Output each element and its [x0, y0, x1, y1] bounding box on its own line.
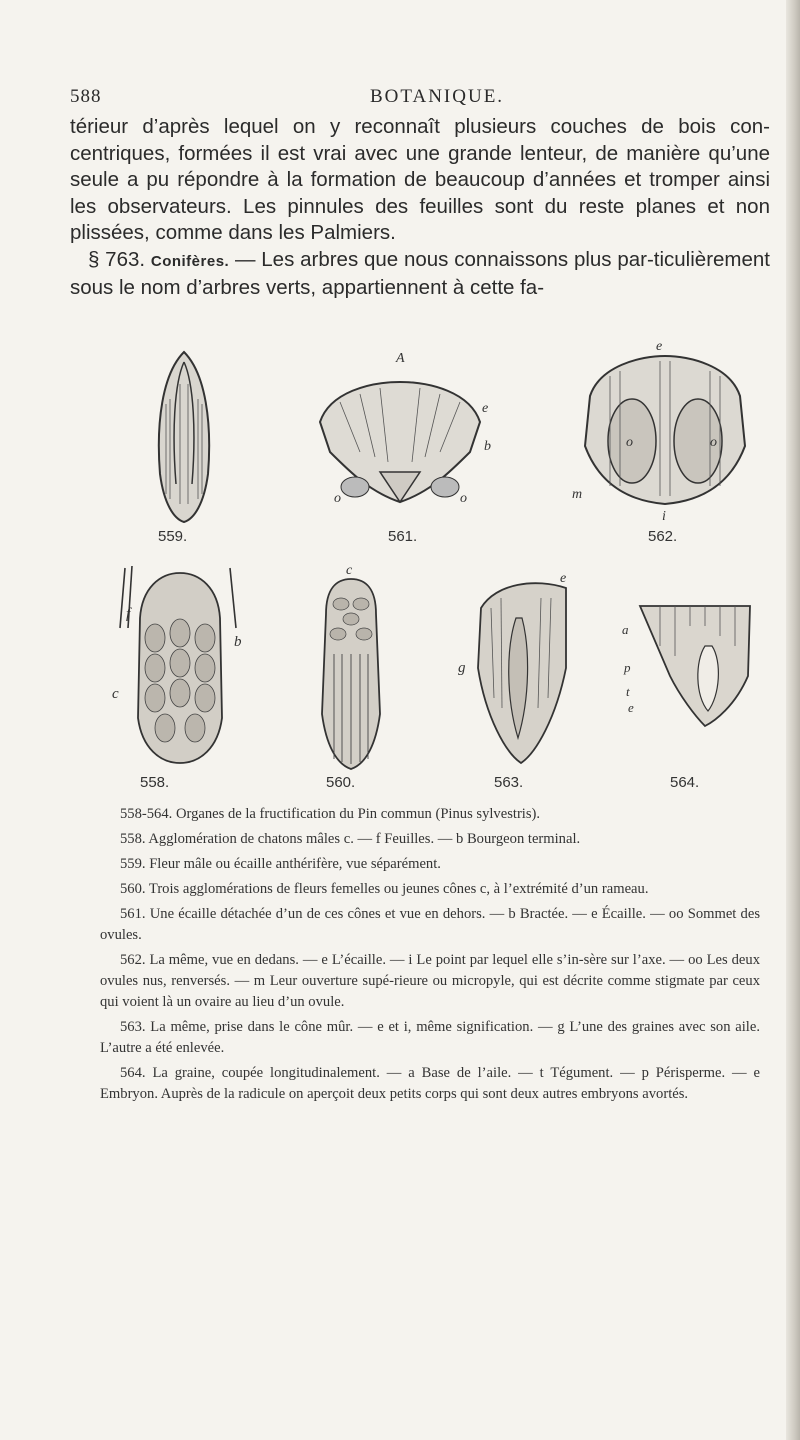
figure-564-letter-e: e	[628, 700, 634, 715]
figure-plate	[100, 332, 760, 792]
figure-560-letter-c: c	[346, 564, 353, 578]
section-mark: § 763.	[88, 247, 146, 271]
caption-563: 563. La même, prise dans le cône mûr. — e et i, même signification. — g L’une des graines avec son aile. L’autre a été enlevée.	[100, 1019, 760, 1056]
figure-562-letter-o-right: o	[710, 435, 717, 450]
figure-563-letter-g: g	[458, 660, 466, 676]
figure-558-letter-f: f	[126, 606, 131, 622]
figure-560-label: 560.	[326, 774, 356, 791]
figure-564-letter-a: a	[622, 622, 629, 637]
figure-561-letter-A: A	[396, 351, 405, 366]
caption-heading: 558-564. Organes de la fructification du Pin commun (Pinus sylvestris).	[120, 806, 541, 822]
figure-564-letter-p: p	[624, 660, 631, 675]
paragraph-1: térieur d’après lequel on y reconnaît plusieurs couches de bois con-centriques, formées il est vrai avec une grande lenteur, de manière qu’une seule a pu répondre à la formation de beaucoup d’années et tromper ainsi les observateurs. Les pinnules des feuilles sont du reste planes et non plissées, comme dans les Palmiers.	[70, 115, 770, 244]
figure-560-drawing	[296, 564, 406, 774]
caption-559: 559. Fleur mâle ou écaille anthérifère, vue séparément.	[120, 856, 441, 872]
figure-561-drawing	[300, 342, 500, 522]
section-title: Conifères.	[150, 252, 230, 270]
figure-563-drawing	[456, 568, 586, 768]
figure-562-label: 562.	[648, 528, 678, 545]
figure-564-label: 564.	[670, 774, 700, 791]
figure-561-letter-o-left: o	[334, 491, 341, 506]
paragraph-2-text: — Les arbres que nous connaissons plus par-ticulièrement sous le nom d’arbres verts, appartiennent à cette fa-	[70, 247, 770, 299]
caption-562: 562. La même, vue en dedans. — e L’écaille. — i Le point par lequel elle s’in-sère sur l’axe. — oo Les deux ovules nus, renversés. — m Leur ouverture supé-rieure ou micropyle, qui est décrite comme stigmate par ceux qui voient là un ovaire au lieu d’un ovule.	[100, 952, 760, 1010]
figure-562-letter-e: e	[656, 339, 663, 354]
figure-559-label: 559.	[158, 528, 188, 545]
caption-560: 560. Trois agglomérations de fleurs femelles ou jeunes cônes c, à l’extrémité d’un rameau.	[120, 881, 649, 897]
figure-562-letter-i: i	[662, 509, 666, 524]
body-text	[70, 114, 770, 302]
figure-564-drawing	[620, 586, 760, 746]
figure-558-letter-b: b	[234, 634, 242, 650]
figure-561-label: 561.	[388, 528, 418, 545]
figure-558-drawing	[110, 558, 250, 768]
figure-562-letter-m: m	[572, 487, 583, 502]
figure-561-letter-e: e	[482, 401, 489, 416]
caption-564: 564. La graine, coupée longitudinalement. — a Base de l’aile. — t Tégument. — p Périsperme. — e Embryon. Auprès de la radicule on aperçoit deux petits corps qui sont deux autres embryons avortés.	[100, 1065, 760, 1102]
figure-563-label: 563.	[494, 774, 524, 791]
figure-559-drawing	[144, 344, 224, 524]
figure-561-letter-b: b	[484, 439, 491, 454]
page-number: 588	[70, 86, 102, 107]
figure-562-drawing	[570, 336, 760, 526]
running-head: BOTANIQUE.	[370, 86, 505, 107]
figure-564-letter-t: t	[626, 684, 630, 699]
page-edge	[786, 0, 800, 1440]
figure-captions	[100, 804, 760, 1109]
figure-562-letter-o-left: o	[626, 435, 633, 450]
figure-563-letter-e: e	[560, 571, 567, 586]
figure-558-label: 558.	[140, 774, 170, 791]
caption-561: 561. Une écaille détachée d’un de ces cônes et vue en dehors. — b Bractée. — e Écaille. — oo Sommet des ovules.	[100, 906, 760, 943]
caption-558: 558. Agglomération de chatons mâles c. — f Feuilles. — b Bourgeon terminal.	[120, 831, 581, 847]
page-header	[70, 86, 760, 110]
paragraph-2	[70, 247, 770, 302]
figure-561-letter-o-right: o	[460, 491, 467, 506]
figure-558-letter-c: c	[112, 686, 119, 702]
